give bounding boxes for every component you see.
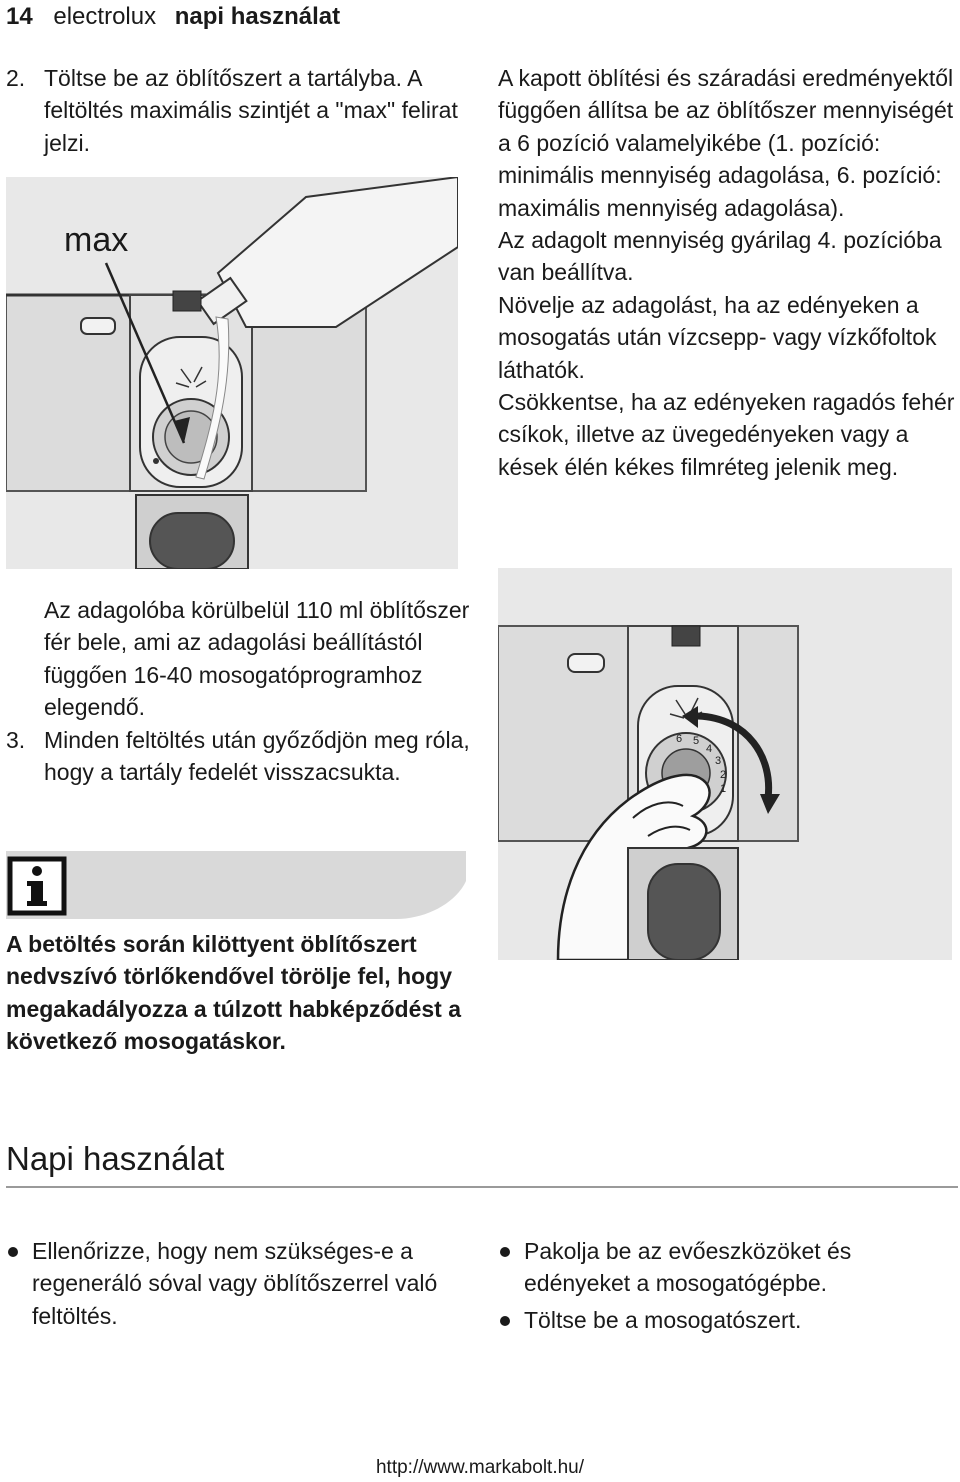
increase-dosage-paragraph: Növelje az adagolást, ha az edényeken a mosogatás után vízcsepp- vagy vízkőfoltok láthatók. bbox=[498, 291, 937, 383]
step-3 bbox=[6, 724, 474, 789]
illustration-filling-rinse-aid bbox=[6, 177, 458, 569]
factory-setting-paragraph: Az adagolt mennyiség gyárilag 4. pozícióba van beállítva. bbox=[498, 227, 942, 286]
rinse-aid-setting-paragraph: A kapott öblítési és száradási eredményektől függően állítsa be az öblítőszer mennyiségét a 6 pozíció valamelyikébe (1. pozíció: minimális mennyiség adagolása, 6. pozíció: maximális mennyiség adagolása). bbox=[498, 65, 954, 221]
illustration-adjusting-dial bbox=[498, 568, 952, 960]
list-item: Ellenőrizze, hogy nem szükséges-e a regeneráló sóval vagy öblítőszerrel való feltöltés. bbox=[6, 1235, 466, 1332]
info-bar bbox=[6, 851, 466, 919]
info-note: A betöltés során kilöttyent öblítőszert nedvszívó törlőkendővel törölje fel, hogy megakadályozza a túlzott habképződést a következő mosogatáskor. bbox=[6, 931, 462, 1055]
footer-url: http://www.markabolt.hu/ bbox=[375, 1457, 585, 1478]
capacity-and-step-3 bbox=[6, 594, 474, 788]
dial-number-6: 6 bbox=[676, 733, 683, 745]
page-number: 14 bbox=[6, 3, 33, 30]
step-3-number: 3. bbox=[6, 726, 26, 753]
right-column-text bbox=[498, 62, 958, 483]
decrease-dosage-paragraph: Csökkentse, ha az edényeken ragadós fehér csíkok, illetve az üvegedényeken vagy a kések élén kékes filmréteg jelenik meg. bbox=[498, 389, 955, 480]
bullets-left bbox=[6, 1235, 466, 1336]
brand-name: electrolux bbox=[53, 3, 157, 30]
dial-number-5: 5 bbox=[693, 735, 700, 747]
section-divider bbox=[6, 1186, 958, 1188]
capacity-paragraph: Az adagolóba körülbelül 110 ml öblítőszer fér bele, ami az adagolási beállítástól függően 16-40 mosogatóprogramhoz elegendő. bbox=[44, 597, 470, 721]
step-3-text: Minden feltöltés után győződjön meg róla, hogy a tartály fedelét visszacsukta. bbox=[44, 726, 470, 786]
figure-label-max: max bbox=[64, 221, 129, 259]
step-2-text: Töltse be az öblítőszert a tartályba. A feltöltés maximális szintjét a "max" felirat jelzi. bbox=[44, 65, 458, 156]
dial-number-2: 2 bbox=[720, 769, 727, 781]
step-2-number: 2. bbox=[6, 65, 26, 91]
info-icon bbox=[10, 859, 64, 913]
step-2 bbox=[6, 62, 474, 159]
dial-number-3: 3 bbox=[715, 755, 722, 767]
list-item: Pakolja be az evőeszközöket és edényeket a mosogatógépbe. bbox=[498, 1235, 958, 1300]
bullets-right bbox=[498, 1235, 958, 1340]
dial-number-4: 4 bbox=[706, 743, 713, 755]
dial-number-1: 1 bbox=[720, 783, 727, 795]
section-title: Napi használat bbox=[6, 1140, 225, 1177]
list-item: Töltse be a mosogatószert. bbox=[498, 1304, 958, 1336]
page-header bbox=[6, 2, 340, 32]
page-title: napi használat bbox=[174, 3, 341, 30]
